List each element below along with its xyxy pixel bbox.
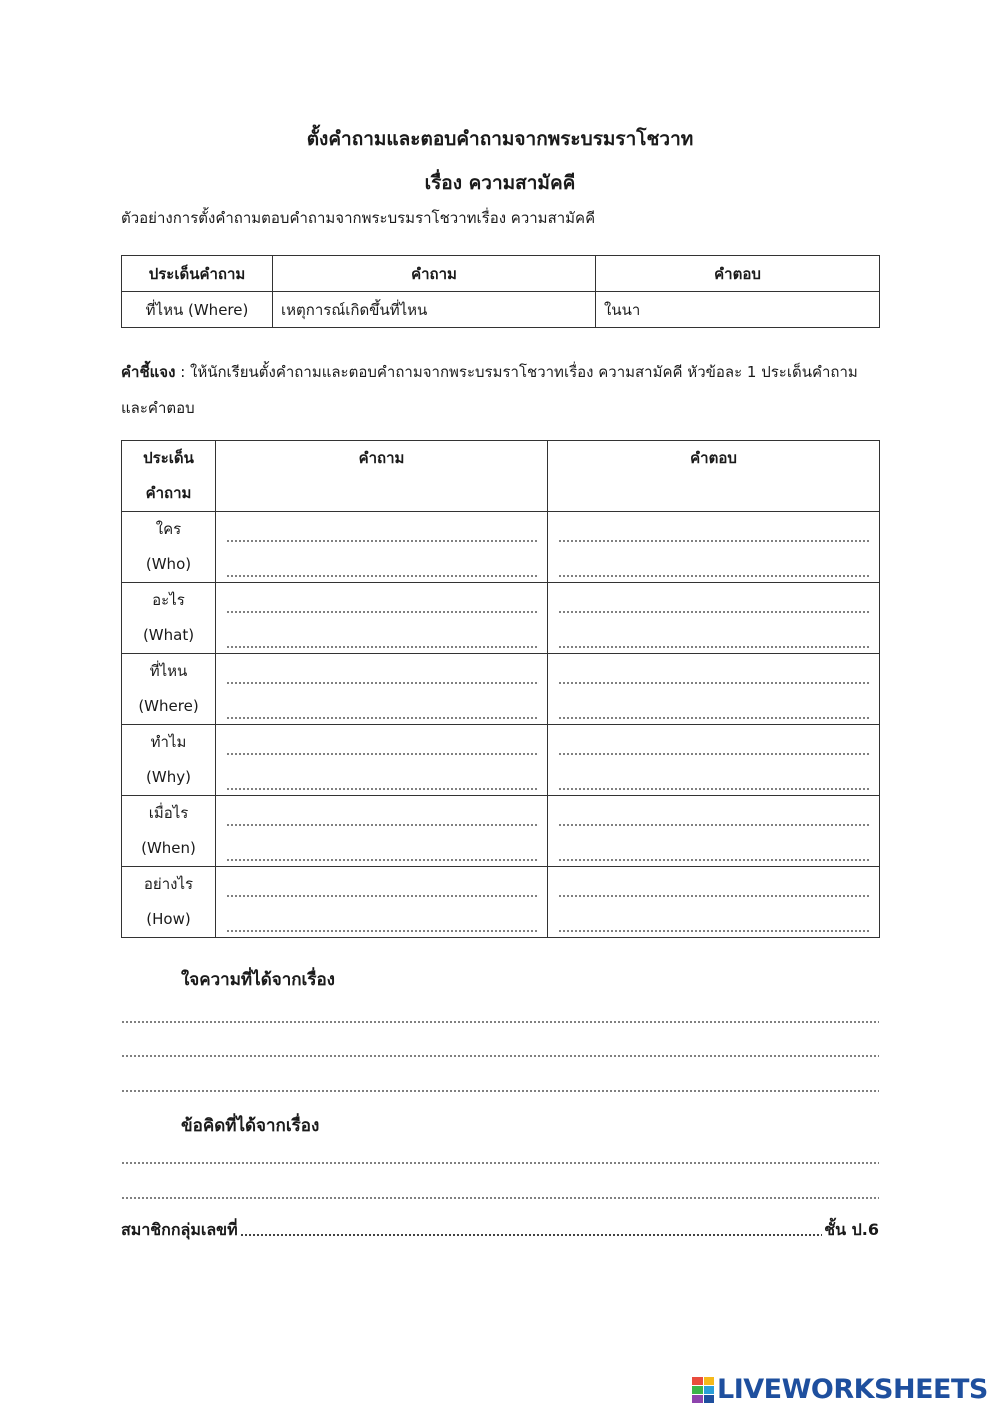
question-line-1[interactable] bbox=[226, 583, 537, 618]
class-label: ชั้น ป.6 bbox=[824, 1220, 879, 1239]
example-table bbox=[121, 255, 880, 328]
qa-header-answer: คำตอบ bbox=[548, 441, 880, 512]
example-cell-question: เหตุการณ์เกิดขึ้นที่ไหน bbox=[273, 292, 596, 328]
answer-line-1[interactable] bbox=[558, 583, 869, 618]
answer-line-2[interactable] bbox=[558, 902, 869, 937]
qa-row bbox=[122, 512, 880, 583]
qa-row-issue-thai: อะไร bbox=[152, 591, 185, 609]
question-line-1[interactable] bbox=[226, 512, 537, 547]
example-header-answer: คำตอบ bbox=[596, 256, 880, 292]
footer bbox=[121, 1218, 879, 1243]
answer-line-1[interactable] bbox=[558, 796, 869, 831]
main-idea-line-3[interactable] bbox=[121, 1089, 879, 1093]
question-line-1[interactable] bbox=[226, 867, 537, 902]
qa-header-issue bbox=[122, 441, 216, 512]
qa-row bbox=[122, 725, 880, 796]
worksheet-subtitle: เรื่อง ความสามัคคี bbox=[424, 172, 576, 194]
qa-row-issue-english: (When) bbox=[141, 839, 196, 857]
qa-row-issue bbox=[122, 512, 216, 583]
answer-line-1[interactable] bbox=[558, 725, 869, 760]
qa-row-question-cell bbox=[216, 796, 548, 867]
question-line-2[interactable] bbox=[226, 689, 537, 724]
question-line-2[interactable] bbox=[226, 831, 537, 866]
question-line-2[interactable] bbox=[226, 618, 537, 653]
qa-row-issue-thai: เมื่อไร bbox=[148, 804, 189, 822]
qa-row-question-cell bbox=[216, 583, 548, 654]
liveworksheets-logo-text: LIVEWORKSHEETS bbox=[717, 1374, 988, 1405]
qa-row-answer-cell bbox=[548, 867, 880, 938]
answer-line-2[interactable] bbox=[558, 760, 869, 795]
qa-row-issue-english: (Who) bbox=[145, 555, 192, 573]
lesson-line-1[interactable] bbox=[121, 1161, 879, 1165]
qa-row-question-cell bbox=[216, 512, 548, 583]
qa-row-question-cell bbox=[216, 654, 548, 725]
qa-row-answer-cell bbox=[548, 654, 880, 725]
qa-row-issue-thai: ใคร bbox=[155, 520, 182, 538]
worksheet-title: ตั้งคำถามและตอบคำถามจากพระบรมราโชวาท bbox=[306, 128, 694, 150]
qa-header-issue-line1: ประเด็น bbox=[143, 449, 194, 467]
main-idea-line-2[interactable] bbox=[121, 1054, 879, 1058]
main-idea-line-1[interactable] bbox=[121, 1020, 879, 1024]
qa-row-issue bbox=[122, 583, 216, 654]
answer-line-2[interactable] bbox=[558, 689, 869, 724]
qa-row bbox=[122, 796, 880, 867]
example-intro: ตัวอย่างการตั้งคำถามตอบคำถามจากพระบรมราโชวาทเรื่อง ความสามัคคี bbox=[121, 209, 596, 227]
answer-line-2[interactable] bbox=[558, 831, 869, 866]
liveworksheets-logo-icon bbox=[692, 1377, 714, 1403]
example-header-issue: ประเด็นคำถาม bbox=[122, 256, 273, 292]
qa-row-issue-english: (What) bbox=[142, 626, 195, 644]
question-line-1[interactable] bbox=[226, 654, 537, 689]
qa-row-answer-cell bbox=[548, 725, 880, 796]
qa-row-issue bbox=[122, 654, 216, 725]
instruction-label: คำชี้แจง bbox=[121, 363, 176, 381]
qa-row-issue-thai: ที่ไหน bbox=[149, 662, 188, 680]
question-line-1[interactable] bbox=[226, 725, 537, 760]
qa-row-answer-cell bbox=[548, 512, 880, 583]
qa-row bbox=[122, 583, 880, 654]
example-cell-answer: ในนา bbox=[596, 292, 880, 328]
main-idea-label: ใจความที่ได้จากเรื่อง bbox=[181, 970, 335, 990]
qa-table-body bbox=[122, 512, 880, 938]
example-header-question: คำถาม bbox=[273, 256, 596, 292]
answer-line-1[interactable] bbox=[558, 867, 869, 902]
group-member-label: สมาชิกกลุ่มเลขที่ bbox=[121, 1220, 238, 1239]
qa-row-question-cell bbox=[216, 867, 548, 938]
question-line-2[interactable] bbox=[226, 547, 537, 582]
qa-table bbox=[121, 440, 880, 938]
qa-row-issue-thai: ทำไม bbox=[150, 733, 187, 751]
question-line-2[interactable] bbox=[226, 760, 537, 795]
example-cell-issue: ที่ไหน (Where) bbox=[122, 292, 273, 328]
question-line-2[interactable] bbox=[226, 902, 537, 937]
qa-row-issue bbox=[122, 796, 216, 867]
question-line-1[interactable] bbox=[226, 796, 537, 831]
qa-row-issue bbox=[122, 725, 216, 796]
qa-row-issue-english: (Where) bbox=[138, 697, 199, 715]
answer-line-2[interactable] bbox=[558, 618, 869, 653]
qa-row-answer-cell bbox=[548, 583, 880, 654]
liveworksheets-logo bbox=[692, 1374, 988, 1405]
answer-line-1[interactable] bbox=[558, 654, 869, 689]
lesson-line-2[interactable] bbox=[121, 1196, 879, 1200]
qa-header-question: คำถาม bbox=[216, 441, 548, 512]
qa-row-question-cell bbox=[216, 725, 548, 796]
qa-row-issue-english: (How) bbox=[146, 910, 191, 928]
qa-header-issue-line2: คำถาม bbox=[145, 484, 192, 502]
qa-row-issue bbox=[122, 867, 216, 938]
qa-row bbox=[122, 654, 880, 725]
lesson-label: ข้อคิดที่ได้จากเรื่อง bbox=[181, 1116, 320, 1136]
group-member-field[interactable] bbox=[240, 1233, 823, 1237]
answer-line-2[interactable] bbox=[558, 547, 869, 582]
instruction-text: : ให้นักเรียนตั้งคำถามและตอบคำถามจากพระบรมราโชวาทเรื่อง ความสามัคคี หัวข้อละ 1 ประเด็นคำถามและคำตอบ bbox=[121, 363, 858, 417]
qa-row bbox=[122, 867, 880, 938]
qa-row-issue-english: (Why) bbox=[146, 768, 191, 786]
instruction bbox=[121, 354, 879, 426]
answer-line-1[interactable] bbox=[558, 512, 869, 547]
qa-row-issue-thai: อย่างไร bbox=[143, 875, 194, 893]
qa-row-answer-cell bbox=[548, 796, 880, 867]
